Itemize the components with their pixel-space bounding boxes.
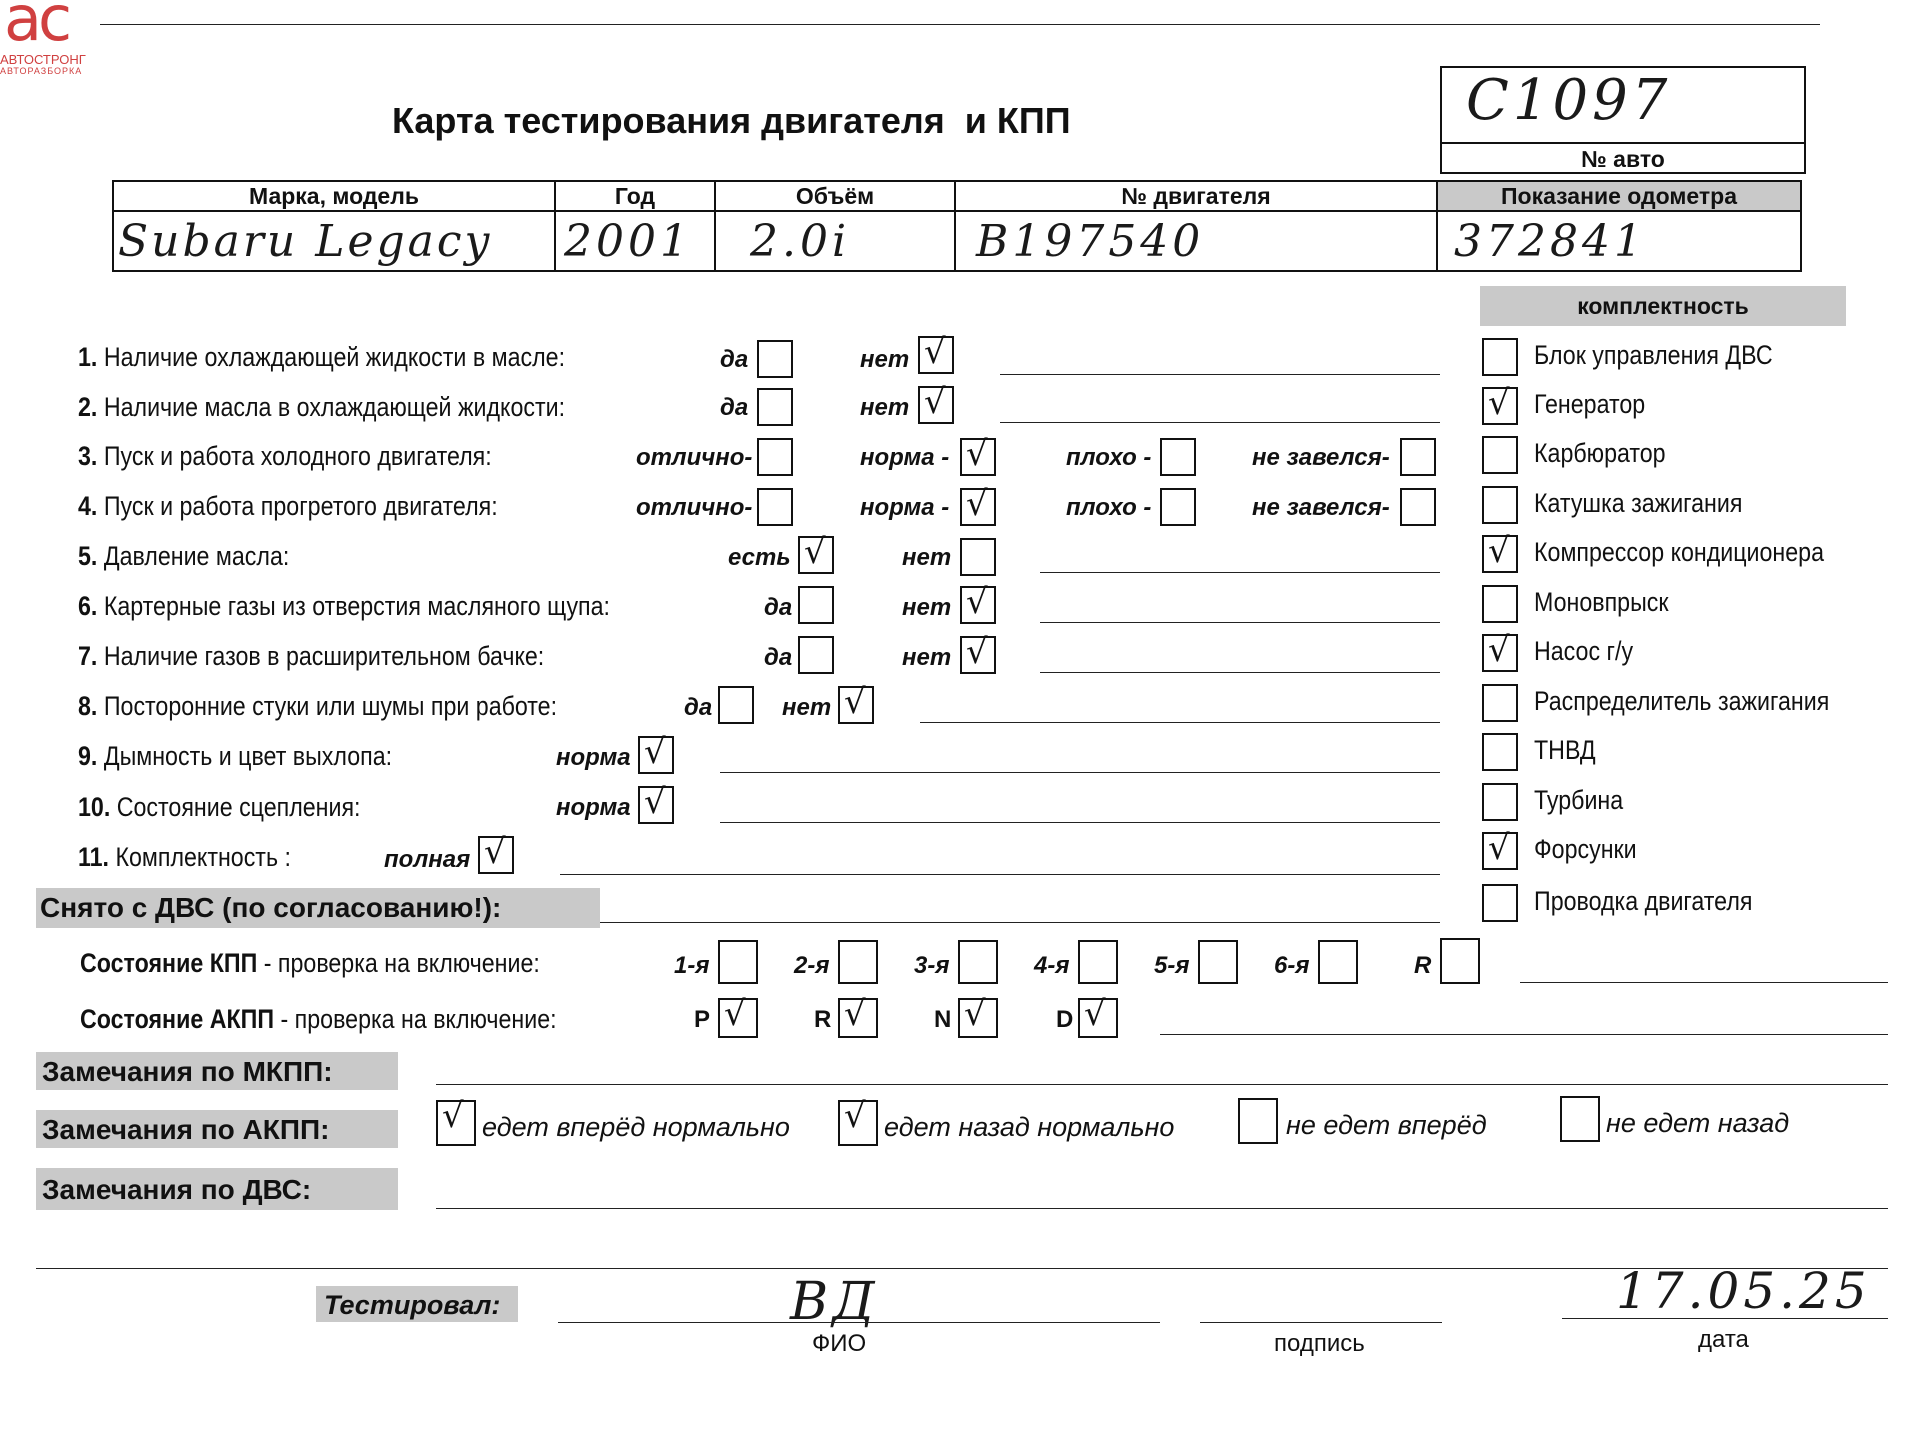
kit-item [1480,436,1900,480]
akpp-label-bold: Состояние АКПП [80,1004,275,1034]
akpp-mode-label: N [934,1006,952,1033]
kit-item [1480,733,1900,777]
checkbox-row7-da[interactable] [798,636,834,674]
volume-value: 2.0i [750,215,851,267]
check-mark-icon: √ [804,532,826,572]
option-est: есть [728,544,791,571]
kit-label: Карбюратор [1534,438,1666,468]
gear-checkbox[interactable] [1440,938,1480,984]
check-item [78,591,610,622]
row9-line [720,772,1440,773]
akpp-mode-checkbox[interactable] [838,994,878,1038]
year-header: Год [614,182,656,209]
checkbox-row3-norma[interactable] [960,434,996,476]
option-ne-zavelsya: не завелся- [1252,494,1390,521]
option-ploho: плохо - [1066,494,1152,521]
check-mark-icon: √ [964,994,986,1034]
gear-label: 1-я [674,952,710,979]
check-mark-icon: √ [724,994,746,1034]
sign-line [1200,1322,1442,1323]
check-mark-icon: √ [1084,994,1106,1034]
kit-label: Проводка двигателя [1534,886,1753,916]
gear-label: 2-я [794,952,830,979]
akpp-note-label: едет вперёд нормально [482,1112,790,1142]
checkbox-row11-polnaya[interactable] [478,832,514,874]
check-num: 7. [78,641,98,671]
car-number-value: C1097 [1466,68,1672,133]
checkbox-row3-ploho[interactable] [1160,438,1196,476]
car-number-box [1440,66,1806,174]
car-number-label: № авто [1581,146,1665,172]
check-label: Пуск и работа холодного двигателя: [103,441,492,471]
kit-checkbox[interactable] [1482,338,1518,376]
check-mark-icon: √ [924,382,946,422]
odometer-value: 372841 [1454,215,1646,267]
check-label: Давление масла: [103,541,290,571]
check-num: 5. [78,541,98,571]
akpp-note-checkbox[interactable] [838,1096,878,1146]
option-net: нет [902,594,952,621]
checkbox-row3-ne-zavelsya[interactable] [1400,438,1436,476]
check-mark-icon: √ [844,994,866,1034]
kit-label: Генератор [1534,389,1646,419]
kit-list [1480,338,1900,928]
check-item [78,792,360,823]
kit-label: Распределитель зажигания [1534,686,1830,716]
option-da: да [684,694,713,721]
checkbox-row8-da[interactable] [718,686,754,724]
option-net: нет [902,544,952,571]
kit-item [1480,585,1900,629]
kit-header [1480,286,1846,326]
logo [0,0,110,80]
date-label: дата [1698,1326,1749,1353]
row10-line [720,822,1440,823]
footer-rule [36,1268,1888,1269]
option-polnaya: полная [384,846,471,873]
checkbox-row5-est[interactable] [798,532,834,574]
kpp-line [1520,982,1888,983]
gear-checkbox[interactable] [718,940,758,984]
kit-checkbox[interactable] [1482,436,1518,474]
gear-checkbox[interactable] [1318,940,1358,984]
gear-label: 3-я [914,952,950,979]
odometer-header: Показание одометра [1501,182,1737,209]
kit-label: Моновпрыск [1534,587,1669,617]
tested-section [316,1286,518,1322]
check-num: 11. [78,842,110,872]
kit-item [1480,828,1900,876]
check-label: Картерные газы из отверстия масляного щупа: [103,591,611,621]
check-label: Наличие газов в расширительном бачке: [103,641,545,671]
row8-line [920,722,1440,723]
gear-label: 5-я [1154,952,1190,979]
logo-name: АВТОСТРОНГ [0,52,86,67]
top-rule [100,24,1820,25]
remarks-akpp-label: Замечания по АКПП: [42,1114,330,1145]
kit-checkbox[interactable] [1482,630,1518,672]
kit-checkbox[interactable] [1482,884,1518,922]
checkbox-row4-ne-zavelsya[interactable] [1400,488,1436,526]
row7-line [1040,672,1440,673]
option-net: нет [782,694,832,721]
engine-value: B197540 [976,215,1205,267]
akpp-mode-label: P [694,1006,711,1033]
tested-label: Тестировал: [324,1290,501,1320]
check-mark-icon: √ [924,332,946,372]
page-title: Карта тестирования двигателя и КПП [392,100,1071,141]
checkbox-row4-norma[interactable] [960,484,996,526]
check-mark-icon: √ [1488,531,1510,571]
check-mark-icon: √ [966,632,988,672]
check-label: Дымность и цвет выхлопа: [103,741,393,771]
kit-checkbox[interactable] [1482,684,1518,722]
remarks-mkpp-label: Замечания по МКПП: [42,1056,333,1087]
check-mark-icon: √ [966,484,988,524]
checkbox-row10-norma[interactable] [638,782,674,824]
car-number-divider [1442,142,1804,144]
akpp-mode-checkbox[interactable] [958,994,998,1038]
check-mark-icon: √ [844,682,866,722]
kit-item [1480,486,1900,530]
row2-line [1000,422,1440,423]
removed-section [36,888,600,928]
option-da: да [720,346,749,373]
option-net: нет [902,644,952,671]
gear-label: R [1414,952,1432,979]
checkbox-row4-ploho[interactable] [1160,488,1196,526]
kit-label: Насос г/у [1534,636,1634,666]
kit-checkbox[interactable] [1482,828,1518,870]
checkbox-row6-net[interactable] [960,582,996,624]
check-item [78,541,289,572]
gear-label: 6-я [1274,952,1310,979]
checkbox-row9-norma[interactable] [638,732,674,774]
row6-line [1040,622,1440,623]
kit-label: Катушка зажигания [1534,488,1743,518]
kit-label: ТНВД [1534,735,1596,765]
check-label: Комплектность : [115,842,291,872]
akpp-note-label: не едет назад [1606,1108,1790,1138]
brand-header: Марка, модель [249,182,419,209]
logo-mark: ac [4,0,69,55]
volume-header: Объём [795,182,875,209]
check-num: 2. [78,392,98,422]
option-norma: норма [556,794,631,821]
kit-item [1480,783,1900,827]
remarks-mkpp-section [36,1052,398,1090]
kpp-label-rest: - проверка на включение: [257,948,540,978]
fio-line [558,1322,1160,1323]
check-num: 8. [78,691,98,721]
kit-checkbox[interactable] [1482,383,1518,425]
remarks-dvs-label: Замечания по ДВС: [42,1174,312,1205]
check-item [78,691,557,722]
kit-item [1480,630,1900,678]
option-norma: норма - [860,494,950,521]
check-num: 10. [78,792,111,822]
kit-checkbox[interactable] [1482,585,1518,623]
check-mark-icon: √ [1488,828,1510,868]
check-mark-icon: √ [1488,630,1510,670]
check-num: 6. [78,591,98,621]
check-mark-icon: √ [644,732,666,772]
checkbox-row2-da[interactable] [757,388,793,426]
akpp-note-label: не едет вперёд [1286,1110,1487,1140]
check-item [78,392,565,423]
check-label: Наличие масла в охлаждающей жидкости: [103,392,566,422]
check-item [78,641,544,672]
gear-label: 4-я [1034,952,1070,979]
akpp-note-checkbox[interactable] [436,1096,476,1146]
gear-checkbox[interactable] [1198,940,1238,984]
check-item [78,842,291,873]
brand-value: Subaru Legacy [118,215,493,267]
akpp-label [80,1004,557,1035]
checkbox-row3-otlichno[interactable] [757,438,793,476]
akpp-mode-checkbox[interactable] [718,994,758,1038]
option-da: да [764,594,793,621]
check-item [78,741,392,772]
option-ne-zavelsya: не завелся- [1252,444,1390,471]
check-mark-icon: √ [966,434,988,474]
check-item [78,342,565,373]
kit-item [1480,684,1900,728]
check-num: 4. [78,491,98,521]
check-label: Состояние сцепления: [116,792,361,822]
option-norma: норма [556,744,631,771]
check-num: 9. [78,741,98,771]
option-otlichno: отлично- [636,494,753,521]
check-label: Пуск и работа прогретого двигателя: [103,491,498,521]
kit-item [1480,884,1900,928]
vehicle-table [112,180,1802,272]
akpp-note-checkbox[interactable] [1238,1098,1278,1144]
kit-title: комплектность [1577,293,1749,319]
kit-checkbox[interactable] [1482,531,1518,573]
check-mark-icon: √ [442,1096,464,1136]
check-item [78,441,492,472]
row1-line [1000,374,1440,375]
logo-sub: АВТОРАЗБОРКА [0,66,83,76]
check-mark-icon: √ [966,582,988,622]
year-value: 2001 [564,215,692,267]
row11-line [560,874,1440,875]
option-da: да [764,644,793,671]
fio-value: ВД [790,1272,879,1332]
check-item [78,491,498,522]
akpp-mode-checkbox[interactable] [1078,994,1118,1038]
kit-item [1480,383,1900,431]
check-mark-icon: √ [484,832,506,872]
kit-checkbox[interactable] [1482,783,1518,821]
checkbox-row8-net[interactable] [838,682,874,724]
check-mark-icon: √ [644,782,666,822]
kit-checkbox[interactable] [1482,486,1518,524]
akpp-line [1160,1034,1888,1035]
checkbox-row2-net[interactable] [918,382,954,424]
checkbox-row1-da[interactable] [757,340,793,378]
kit-label: Турбина [1534,785,1624,815]
checkbox-row5-net[interactable] [960,538,996,576]
kit-label: Форсунки [1534,834,1637,864]
option-net: нет [860,394,910,421]
checkbox-row1-net[interactable] [918,332,954,374]
gear-checkbox[interactable] [838,940,878,984]
check-num: 3. [78,441,98,471]
check-mark-icon: √ [1488,383,1510,423]
row5-line [1040,572,1440,573]
akpp-label-rest: - проверка на включение: [274,1004,557,1034]
kit-label: Блок управления ДВС [1534,340,1773,370]
engine-header: № двигателя [1121,182,1271,209]
kit-label: Компрессор кондиционера [1534,537,1824,567]
removed-line [600,922,1440,923]
date-value: 17.05.25 [1616,1262,1871,1320]
date-line [1562,1318,1888,1319]
check-label: Посторонние стуки или шумы при работе: [103,691,558,721]
option-net: нет [860,346,910,373]
option-otlichno: отлично- [636,444,753,471]
check-label: Наличие охлаждающей жидкости в масле: [103,342,566,372]
sign-label: подпись [1274,1330,1365,1357]
removed-label: Снято с ДВС (по согласованию!): [40,892,502,923]
kpp-label-bold: Состояние КПП [80,948,258,978]
option-ploho: плохо - [1066,444,1152,471]
checkbox-row6-da[interactable] [798,586,834,624]
kit-item [1480,338,1900,382]
fio-label: ФИО [812,1330,867,1357]
check-num: 1. [78,342,98,372]
akpp-note-checkbox[interactable] [1560,1096,1600,1142]
option-norma: норма - [860,444,950,471]
akpp-mode-label: D [1056,1006,1074,1033]
remarks-dvs-section [36,1168,398,1210]
check-mark-icon: √ [844,1096,866,1136]
akpp-mode-label: R [814,1006,832,1033]
remarks-dvs-line [436,1208,1888,1209]
akpp-note-label: едет назад нормально [884,1112,1175,1142]
kit-item [1480,531,1900,579]
gear-checkbox[interactable] [958,940,998,984]
kit-checkbox[interactable] [1482,733,1518,771]
kpp-label [80,948,540,979]
option-da: да [720,394,749,421]
checkbox-row4-otlichno[interactable] [757,488,793,526]
checkbox-row7-net[interactable] [960,632,996,674]
remarks-mkpp-line [436,1084,1888,1085]
gear-checkbox[interactable] [1078,940,1118,984]
remarks-akpp-section [36,1110,398,1148]
